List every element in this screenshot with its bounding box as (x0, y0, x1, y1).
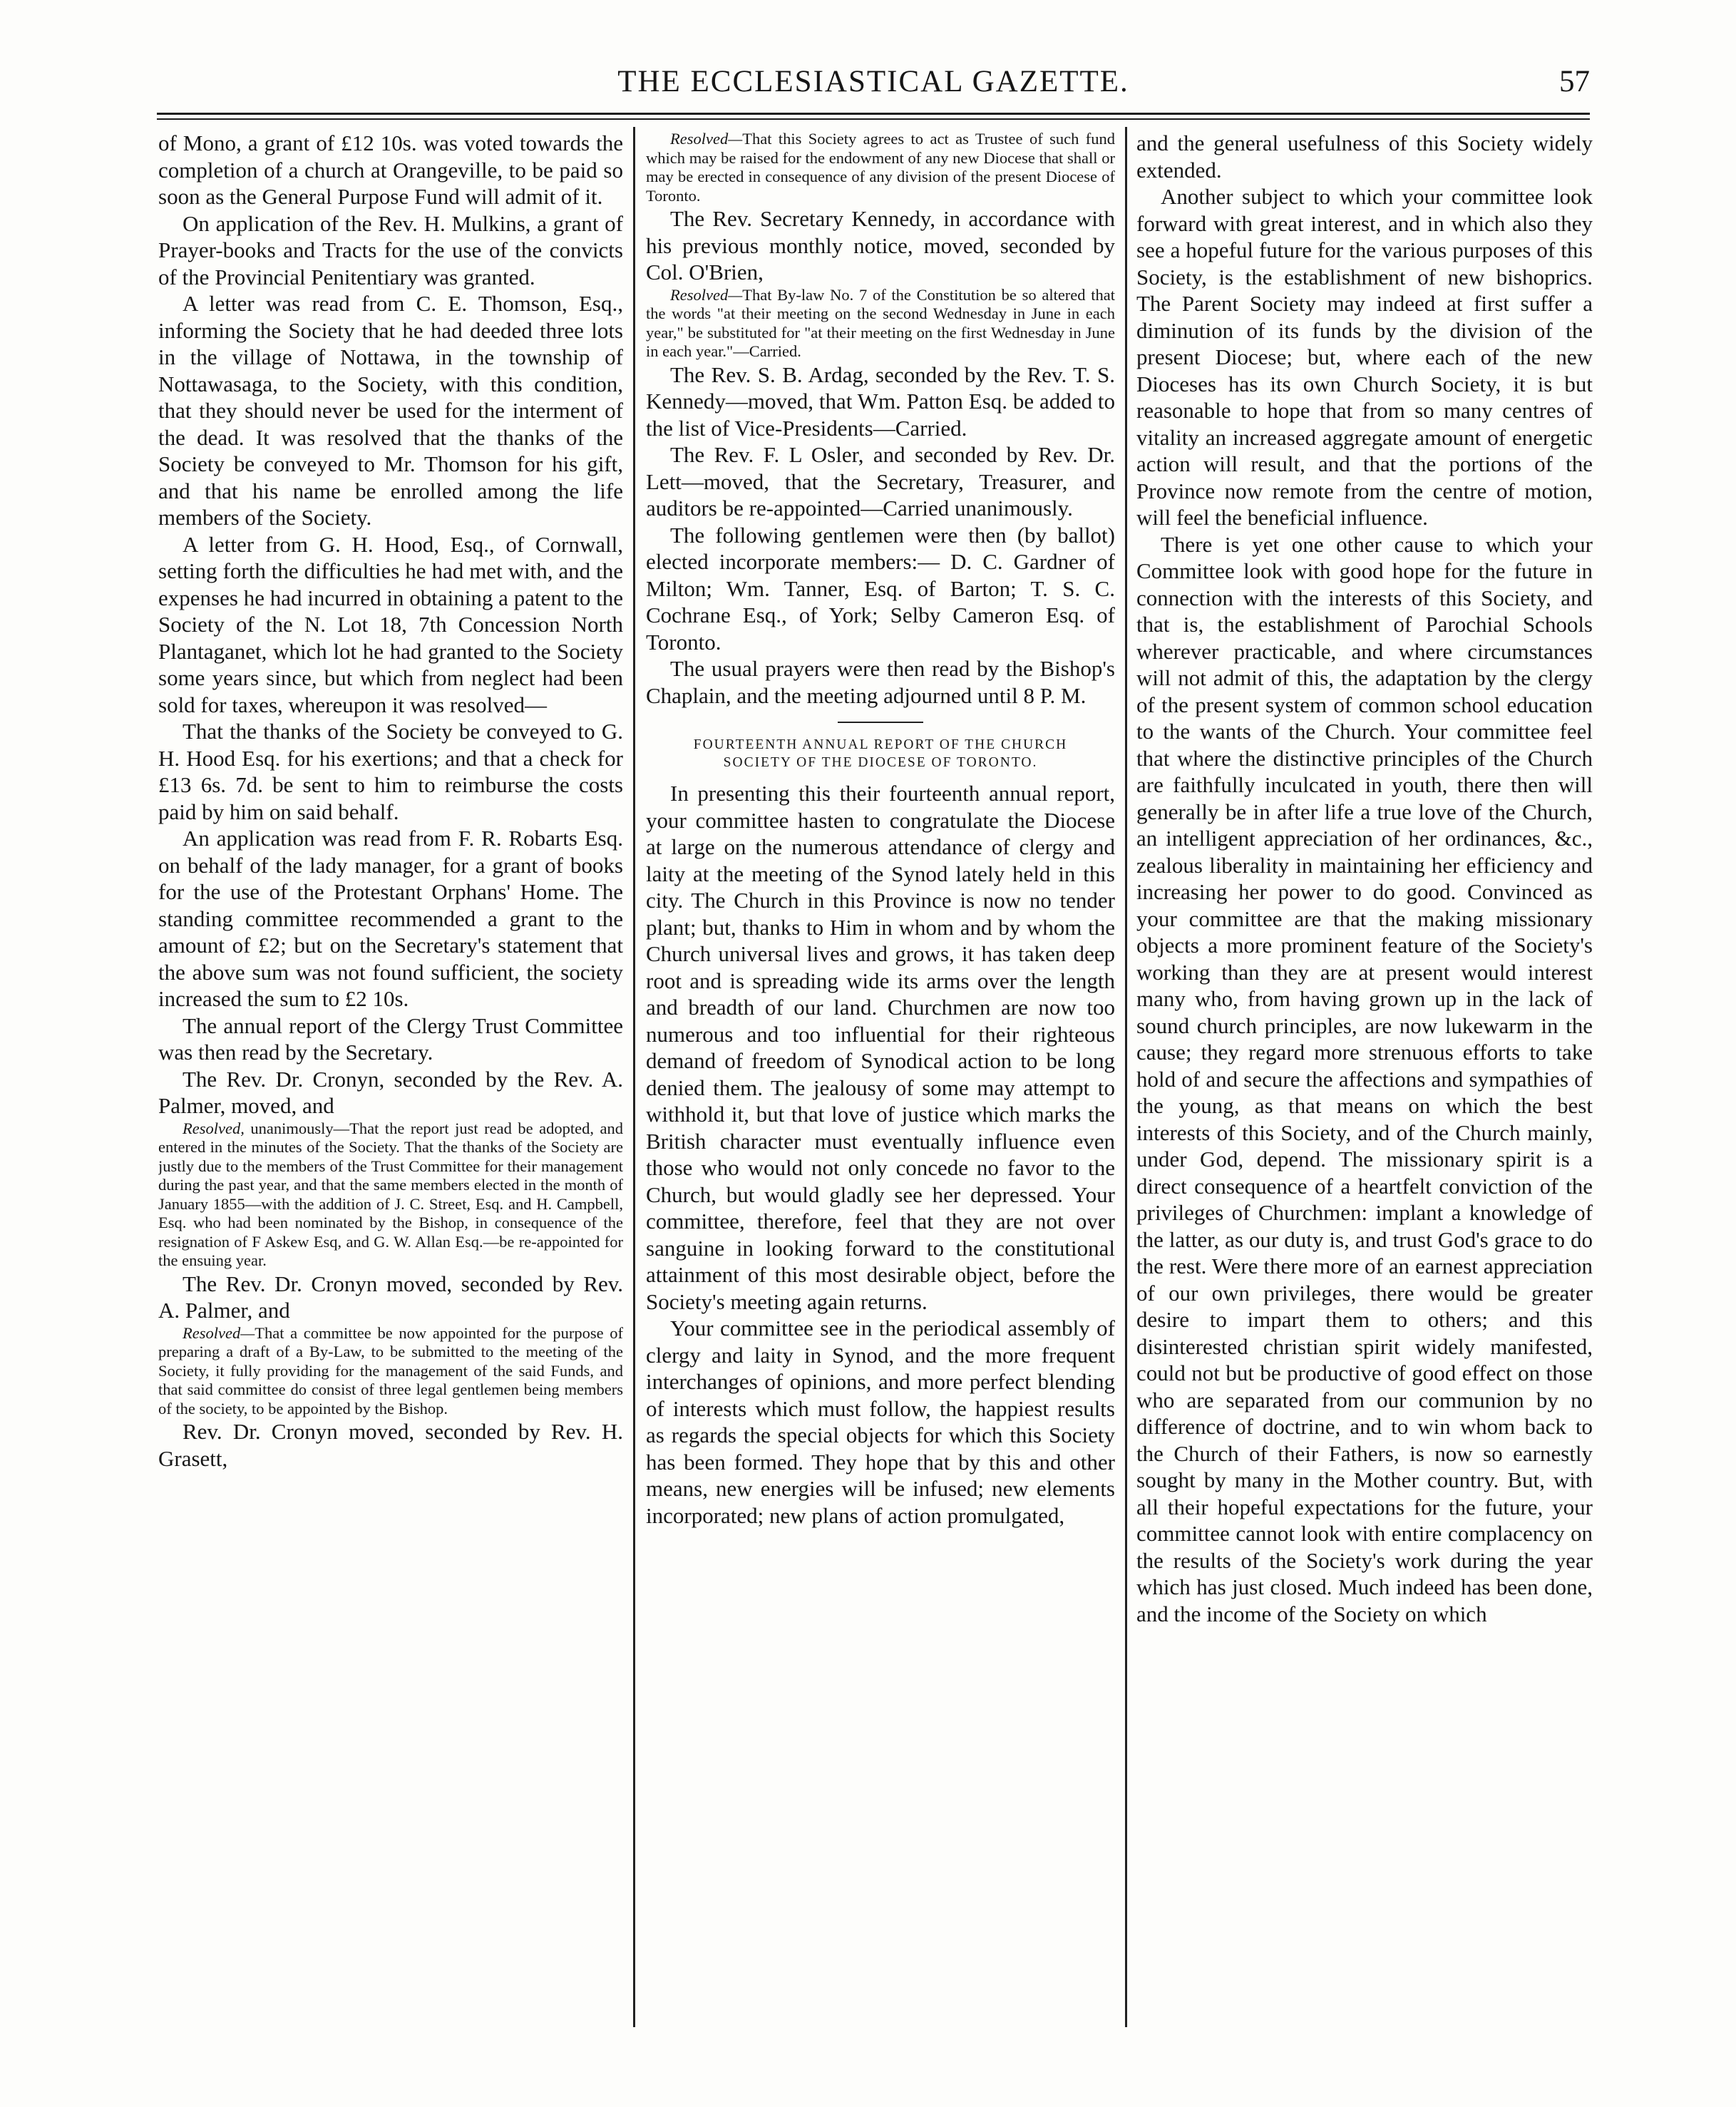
paragraph: In presenting this their fourteenth annual report, your committee hasten to congratulate the Diocese at large on the numerous attendance of clergy and laity at the meeting of the Synod lately held in this city. The Church in this Province is now no tender plant; but, thanks to Him in whom and by whom the Church universal lives and grows, it has taken deep root and is spreading wide its arms over the length and breadth of our land. Churchmen are now too numerous and too influential for their righteous demand of freedom of Synodical action to be long denied them. The jealousy of some may attempt to withhold it, but that love of justice which marks the British character must eventually influence even those who would not only concede no favor to the Church, but would gladly see her depressed. Your committee, therefore, feel that they are not over sanguine in looking forward to the constitutional attainment of this most desirable object, before the Society's meeting again returns. (646, 781, 1115, 1314)
running-head (157, 64, 1590, 107)
paragraph: The Rev. Dr. Cronyn moved, seconded by Rev. A. Palmer, and (158, 1271, 623, 1323)
paragraph: and the general usefulness of this Society widely extended. (1136, 130, 1593, 183)
resolution-text: That a committee be now appointed for the purpose of preparing a draft of a By-Law, to be submitted to the meeting of the Society, it fully providing for the management of the said Funds, and that said committee do consist of three legal gentlemen being members of the society, to be appointed by the Bishop. (158, 1323, 623, 1418)
resolution-lead-in: Resolved— (183, 1323, 255, 1342)
paragraph: Rev. Dr. Cronyn moved, seconded by Rev. H. Grasett, (158, 1419, 623, 1471)
resolution (158, 1324, 623, 1419)
paragraph: There is yet one other cause to which your Committee look with good hope for the future in connection with the interests of this Society, and that is, the establishment of Parochial Schools wherever practicable, and where circumstances will not admit of this, the adaptation by the clergy of the present system of common school education to the wants of the Church. Your committee feel that where the distinctive principles of the Church are faithfully inculcated in youth, there then will generally be in after life a true love of the Church, an intelligent appreciation of her ordinances, &c., zealous liberality in maintaining her efficiency and increasing her power to do good. Convinced as your committee are that the making missionary objects a more prominent feature of the Society's working than they are at present would interest many who, from having grown up in the lack of sound church principles, are now lukewarm in the cause; they regard more strenuous efforts to take hold of and secure the affections and sympathies of the young, as that means on which the best interests of this Society, and of the Church mainly, under God, depend. The missionary spirit is a direct consequence of a heartfelt conviction of the privileges of Churchmen: implant a knowledge of the latter, as our duty is, and trust God's grace to do the rest. Were there more of an earnest appreciation of our own privileges, there would be greater desire to impart them to others; and this disinterested christian spirit widely manifested, could not but be productive of good effect on those who are separated from our communion by no difference of doctrine, and to win whom back to the Church of their Fathers, is now so earnestly sought by many in the Mother country. But, with all their hopeful expectations for the future, your committee cannot look with entire complacency on the results of the Society's work during the year which has just closed. Much indeed has been done, and the income of the Society on which (1136, 531, 1593, 1626)
header-rule-thin (157, 118, 1590, 120)
resolution-text: That By-law No. 7 of the Constitution be so altered that the words "at their meeting on the second Wednesday in June in each year," be substituted for "at their meeting on the first Wednesday in June in each year."—Carried. (646, 285, 1115, 360)
paragraph: A letter from G. H. Hood, Esq., of Cornwall, setting forth the difficulties he had met with, and the expenses he had incurred in obtaining a patent to the Society of the N. Lot 18, 7th Concession North Plantaganet, which lot he had granted to the Society some years since, but which from neglect had been sold for taxes, whereupon it was resolved— (158, 531, 623, 717)
paragraph: The annual report of the Clergy Trust Committee was then read by the Secretary. (158, 1013, 623, 1065)
section-heading-line: SOCIETY OF THE DIOCESE OF TORONTO. (723, 755, 1038, 770)
paragraph: On application of the Rev. H. Mulkins, a grant of Prayer-books and Tracts for the use of the convicts of the Provincial Penitentiary was granted. (158, 210, 623, 289)
paragraph: That the thanks of the Society be conveyed to G. H. Hood Esq. for his exertions; and that a check for £13 6s. 7d. be sent to him to reimburse the costs paid by him on said behalf. (158, 719, 623, 824)
paragraph: A letter was read from C. E. Thomson, Esq., informing the Society that he had deeded three lots in the village of Nottawa, in the township of Nottawasaga, to the Society, with this condition, that they should never be used for the interment of the dead. It was resolved that the thanks of the Society be conveyed to Mr. Thomson for his gift, and that his name be enrolled among the life members of the Society. (158, 291, 623, 530)
paragraph: Another subject to which your committee look forward with great interest, and in which also they see a hopeful future for the various purposes of this Society, is the establishment of new bishoprics. The Parent Society may indeed at first suffer a diminution of its funds by the division of the present Diocese; but, where each of the new Dioceses has its own Church Society, it is but reasonable to hope that from so many centres of vitality an increased aggregate amount of energetic action will result, and that the portions of the Province now remote from the centre of motion, will feel the beneficial influence. (1136, 184, 1593, 530)
column-divider-2 (1125, 127, 1127, 2027)
running-title: THE ECCLESIASTICAL GAZETTE. (617, 65, 1129, 98)
column-1 (158, 130, 623, 2026)
column-divider-1 (633, 127, 635, 2027)
section-heading-line: FOURTEENTH ANNUAL REPORT OF THE CHURCH (693, 737, 1068, 752)
resolution-lead-in: Resolved— (670, 130, 743, 148)
paragraph: An application was read from F. R. Robarts Esq. on behalf of the lady manager, for a grant of books for the use of the Protestant Orphans' Home. The standing committee recommended a grant to the amount of £2; but on the Secretary's statement that the above sum was not found sufficient, the society increased the sum to £2 10s. (158, 826, 623, 1011)
resolution (646, 286, 1115, 362)
paragraph: Your committee see in the periodical assembly of clergy and laity in Synod, and the more frequent interchanges of opinions, and more perfect blending of interests which must follow, the happiest results as regards the special objects for which this Society has been formed. They hope that by this and other means, new energies will be infused; new elements incorporated; new plans of action promulgated, (646, 1316, 1115, 1528)
column-3 (1136, 130, 1593, 2026)
paragraph: The Rev. Secretary Kennedy, in accordance with his previous monthly notice, moved, seconded by Col. O'Brien, (646, 206, 1115, 284)
resolution (158, 1119, 623, 1271)
page-number: 57 (1559, 65, 1590, 98)
resolution-text: unanimously—That the report just read be adopted, and entered in the minutes of the Society. That the thanks of the Society are justly due to the members of the Trust Committee for their management during the past year, and that the same members elected in the month of January 1855—with the addition of J. C. Street, Esq. and H. Campbell, Esq. who had been nominated by the Bishop, in consequence of the resignation of F Askew Esq, and G. W. Allan Esq.—be re-appointed for the ensuing year. (158, 1119, 623, 1269)
resolution-lead-in: Resolved— (670, 285, 743, 304)
resolution-text: That this Society agrees to act as Trustee of such fund which may be raised for the endowment of any new Diocese that shall or may be erected in consequence of any division of the present Diocese of Toronto. (646, 130, 1115, 205)
section-separator (838, 722, 923, 723)
section-heading (646, 736, 1115, 771)
paragraph: The Rev. Dr. Cronyn, seconded by the Rev. A. Palmer, moved, and (158, 1066, 623, 1118)
paragraph: The following gentlemen were then (by ballot) elected incorporate members:— D. C. Gardner of Milton; Wm. Tanner, Esq. of Barton; T. S. C. Cochrane Esq., of York; Selby Cameron Esq. of Toronto. (646, 522, 1115, 655)
header-rule (157, 113, 1590, 115)
paragraph: The usual prayers were then read by the Bishop's Chaplain, and the meeting adjourned until 8 P. M. (646, 656, 1115, 708)
column-2 (646, 130, 1115, 2026)
paragraph: The Rev. S. B. Ardag, seconded by the Rev. T. S. Kennedy—moved, that Wm. Patton Esq. be added to the list of Vice-Presidents—Carried. (646, 362, 1115, 441)
resolution-lead-in: Resolved, (183, 1119, 245, 1137)
resolution (646, 130, 1115, 205)
paragraph: of Mono, a grant of £12 10s. was voted towards the completion of a church at Orangeville, to be paid so soon as the General Purpose Fund will admit of it. (158, 130, 623, 209)
paragraph: The Rev. F. L Osler, and seconded by Rev. Dr. Lett—moved, that the Secretary, Treasurer, and auditors be re-appointed—Carried unanimously. (646, 442, 1115, 521)
